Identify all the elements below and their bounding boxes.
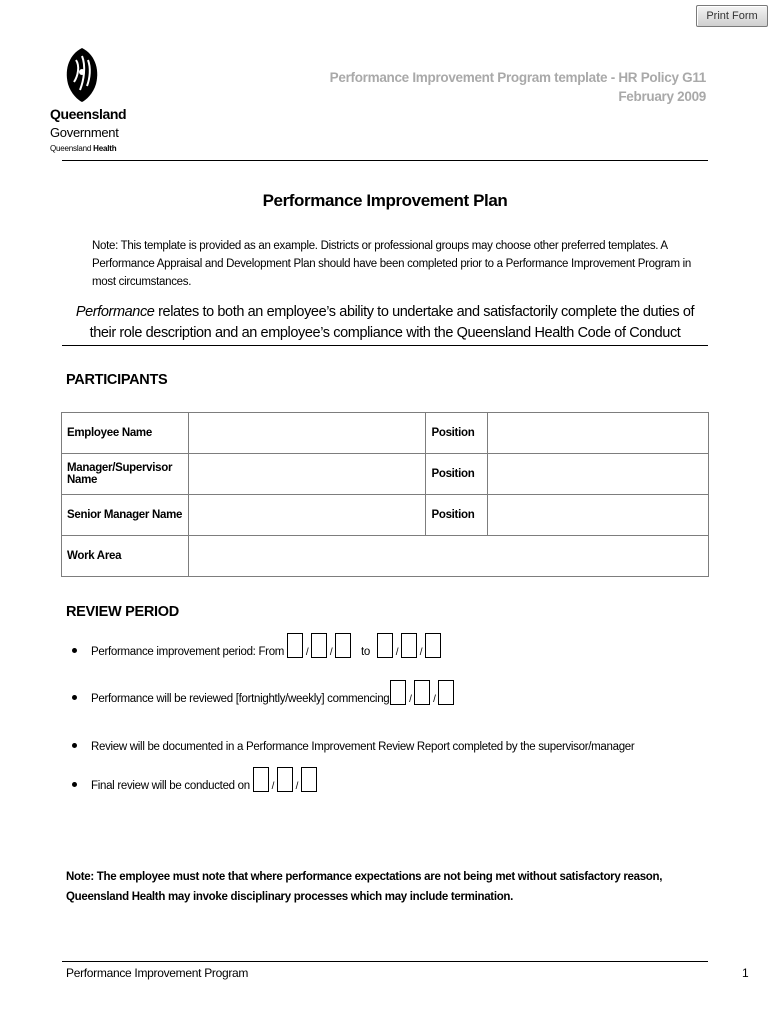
senior-manager-name-label: Senior Manager Name	[62, 495, 189, 536]
review-item-documented: Review will be documented in a Performance Improvement Review Report completed by the supervisor/manager	[72, 741, 634, 753]
from-year-box[interactable]	[335, 633, 351, 658]
employee-position-field[interactable]	[488, 413, 709, 454]
queensland-government-logo	[50, 46, 160, 161]
final-day-box[interactable]	[253, 767, 269, 792]
work-area-field[interactable]	[188, 536, 708, 577]
bullet-icon	[72, 743, 77, 748]
bullet-icon	[72, 782, 77, 787]
from-date-field[interactable]: / /	[286, 633, 352, 658]
doc-date: February 2009	[618, 89, 706, 104]
to-year-box[interactable]	[425, 633, 441, 658]
participants-heading: PARTICIPANTS	[66, 372, 168, 388]
table-row	[62, 454, 709, 495]
definition-divider	[62, 345, 708, 346]
logo-line-health: Queensland Health	[50, 144, 117, 153]
to-day-box[interactable]	[377, 633, 393, 658]
performance-definition: Performance relates to both an employee’s ability to undertake and satisfactorily complete the duties of their role description and an employee’s compliance with the Queensland Health Code of Conduct	[75, 304, 695, 341]
senior-manager-name-field[interactable]	[188, 495, 426, 536]
final-review-date-field[interactable]: / /	[252, 767, 318, 792]
employee-name-field[interactable]	[188, 413, 426, 454]
logo-line-government: Government	[50, 125, 119, 140]
manager-position-label: Position	[426, 454, 488, 495]
commencing-date-field[interactable]: / /	[389, 680, 455, 705]
work-area-label: Work Area	[62, 536, 189, 577]
disciplinary-note: Note: The employee must note that where performance expectations are not being met without satisfactory reason, Queensland Health may invoke disciplinary processes which may include termination.	[66, 871, 663, 903]
senior-manager-position-field[interactable]	[488, 495, 709, 536]
review-item-commencing: Performance will be reviewed [fortnightly/weekly] commencing / /	[72, 680, 455, 705]
manager-name-field[interactable]	[188, 454, 426, 495]
header-divider	[62, 160, 708, 161]
commencing-month-box[interactable]	[414, 680, 430, 705]
page-title: Performance Improvement Plan	[262, 191, 508, 210]
page-number: 1	[742, 966, 749, 980]
commencing-day-box[interactable]	[390, 680, 406, 705]
manager-name-label: Manager/Supervisor Name	[62, 454, 189, 495]
manager-position-field[interactable]	[488, 454, 709, 495]
review-item-final: Final review will be conducted on / /	[72, 767, 318, 792]
document-header	[330, 68, 706, 106]
print-form-button[interactable]: Print Form	[696, 5, 768, 27]
table-row	[62, 413, 709, 454]
coat-of-arms-icon	[62, 46, 102, 104]
to-month-box[interactable]	[401, 633, 417, 658]
review-item-period: Performance improvement period: From / / to / /	[72, 633, 442, 658]
employee-name-label: Employee Name	[62, 413, 189, 454]
commencing-year-box[interactable]	[438, 680, 454, 705]
employee-position-label: Position	[426, 413, 488, 454]
final-year-box[interactable]	[301, 767, 317, 792]
table-row	[62, 495, 709, 536]
from-day-box[interactable]	[287, 633, 303, 658]
senior-manager-position-label: Position	[426, 495, 488, 536]
doc-reference: Performance Improvement Program template - HR Policy G11	[329, 70, 706, 85]
bullet-icon	[72, 695, 77, 700]
footer-title: Performance Improvement Program	[66, 966, 249, 980]
bullet-icon	[72, 648, 77, 653]
final-month-box[interactable]	[277, 767, 293, 792]
template-note: Note: This template is provided as an example. Districts or professional groups may choose other preferred templates. A Performance Appraisal and Development Plan should have been completed prior to a Performance Improvement Program in most circumstances.	[92, 240, 691, 288]
to-date-field[interactable]: / /	[376, 633, 442, 658]
participants-table	[61, 412, 709, 577]
footer-divider	[62, 961, 708, 962]
table-row	[62, 536, 709, 577]
from-month-box[interactable]	[311, 633, 327, 658]
review-period-heading: REVIEW PERIOD	[66, 604, 179, 620]
logo-line-queensland: Queensland	[50, 106, 127, 122]
